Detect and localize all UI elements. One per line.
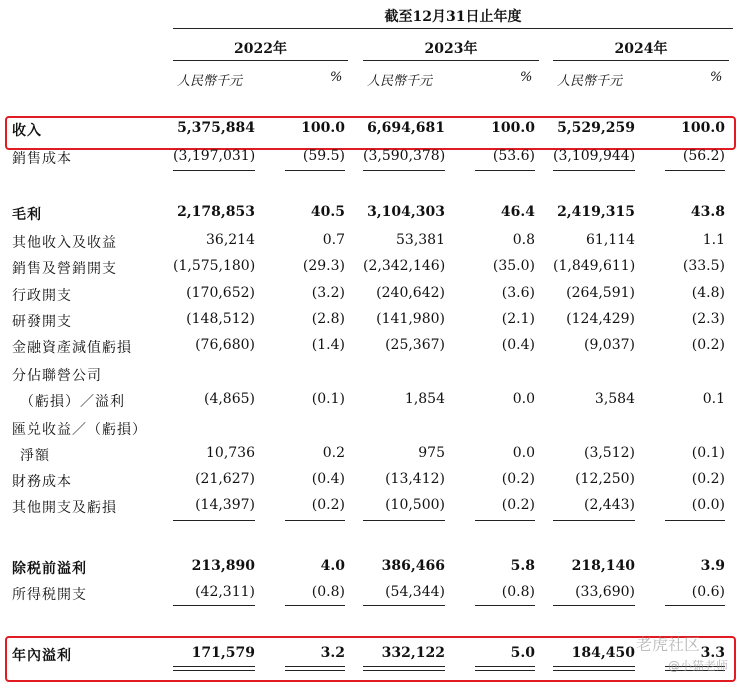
cell-2023-amount: 6,694,681	[367, 120, 445, 136]
unit-label-2023: 人民幣千元	[367, 74, 433, 89]
cell-2023-pct: (53.6)	[492, 148, 535, 164]
cell-2022-pct: (0.8)	[311, 584, 345, 600]
row-label: 行政開支	[12, 288, 72, 304]
cell-2023-pct: 0.0	[512, 445, 535, 461]
cell-2022-pct: 40.5	[310, 204, 345, 220]
cell-2024-pct: 43.8	[690, 204, 725, 220]
unit-label-2022: 人民幣千元	[177, 74, 243, 89]
row-label: 收入	[12, 123, 42, 139]
cell-2024-amount: 5,529,259	[557, 120, 635, 136]
row-label: 其他開支及虧損	[12, 500, 117, 516]
cell-2023-amount: 3,104,303	[367, 204, 445, 220]
cell-2024-amount: 184,450	[571, 645, 635, 661]
cell-2022-amount: (1,575,180)	[173, 258, 256, 274]
cell-2022-amount: 5,375,884	[177, 120, 255, 136]
cell-2022-pct: (59.5)	[302, 148, 345, 164]
cell-2024-amount: (1,849,611)	[553, 258, 636, 274]
cell-2024-pct: 100.0	[681, 120, 725, 136]
cell-2024-amount: 3,584	[594, 391, 635, 407]
cell-2023-pct: (0.2)	[501, 471, 535, 487]
cell-2024-amount: (3,109,944)	[553, 148, 636, 164]
cell-2022-amount: (14,397)	[195, 497, 255, 513]
pct-label-2024: %	[710, 70, 723, 85]
cell-2022-pct: 100.0	[301, 120, 345, 136]
pct-label-2022: %	[330, 70, 343, 85]
year-header-2024: 2024年	[614, 41, 668, 57]
cell-2022-pct: 4.0	[320, 558, 345, 574]
subtotal-rule	[173, 605, 255, 606]
row-label: （虧損）／溢利	[20, 394, 125, 410]
cell-2024-pct: (33.5)	[682, 258, 725, 274]
cell-2023-amount: 975	[418, 445, 445, 461]
subtotal-rule	[475, 520, 535, 521]
subtotal-rule	[475, 170, 535, 171]
cell-2022-amount: (76,680)	[195, 337, 255, 353]
cell-2023-pct: (2.1)	[501, 311, 535, 327]
cell-2023-pct: (0.8)	[501, 584, 535, 600]
subtotal-rule	[285, 520, 345, 521]
row-label: 匯兑收益／（虧損）	[12, 422, 147, 438]
subtotal-rule	[553, 170, 635, 171]
row-label: 銷售成本	[12, 151, 72, 167]
cell-2024-amount: (12,250)	[575, 471, 635, 487]
year-rule-2022	[173, 60, 348, 61]
total-double-rule	[173, 666, 255, 671]
pct-label-2023: %	[520, 70, 533, 85]
subtotal-rule	[285, 170, 345, 171]
subtotal-rule	[665, 605, 725, 606]
cell-2023-pct: (3.6)	[501, 285, 535, 301]
cell-2023-amount: 386,466	[381, 558, 445, 574]
row-label: 其他收入及收益	[12, 235, 117, 251]
cell-2023-pct: 5.8	[510, 558, 535, 574]
cell-2024-amount: (33,690)	[575, 584, 635, 600]
cell-2022-amount: (21,627)	[195, 471, 255, 487]
cell-2022-pct: (0.2)	[311, 497, 345, 513]
subtotal-rule	[363, 605, 445, 606]
cell-2023-amount: (240,642)	[376, 285, 445, 301]
row-label: 所得税開支	[12, 587, 87, 603]
total-double-rule	[475, 666, 535, 671]
cell-2024-amount: 218,140	[571, 558, 635, 574]
cell-2023-amount: (13,412)	[385, 471, 445, 487]
cell-2023-pct: 0.8	[512, 232, 535, 248]
cell-2024-pct: (0.2)	[691, 471, 725, 487]
cell-2022-pct: (29.3)	[302, 258, 345, 274]
cell-2024-pct: (56.2)	[682, 148, 725, 164]
cell-2024-pct: (0.0)	[691, 497, 725, 513]
cell-2023-pct: (35.0)	[492, 258, 535, 274]
cell-2022-amount: 171,579	[191, 645, 255, 661]
cell-2022-amount: (170,652)	[186, 285, 255, 301]
total-double-rule	[553, 666, 635, 671]
cell-2023-pct: 100.0	[491, 120, 535, 136]
cell-2022-amount: 2,178,853	[177, 204, 255, 220]
subtotal-rule	[173, 520, 255, 521]
cell-2023-pct: (0.2)	[501, 497, 535, 513]
cell-2022-amount: 213,890	[191, 558, 255, 574]
cell-2024-amount: (2,443)	[583, 497, 635, 513]
cell-2023-pct: 46.4	[500, 204, 535, 220]
cell-2022-pct: (0.1)	[311, 391, 345, 407]
year-header-2023: 2023年	[424, 41, 478, 57]
cell-2022-pct: (3.2)	[311, 285, 345, 301]
cell-2022-amount: (42,311)	[195, 584, 255, 600]
cell-2022-pct: (0.4)	[311, 471, 345, 487]
subtotal-rule	[173, 170, 255, 171]
cell-2024-pct: 3.9	[700, 558, 725, 574]
unit-label-2024: 人民幣千元	[557, 74, 623, 89]
cell-2024-amount: 61,114	[586, 232, 635, 248]
period-title: 截至12月31日止年度	[384, 9, 522, 25]
row-label: 金融資產減值虧損	[12, 340, 132, 356]
row-label: 淨額	[20, 448, 50, 464]
year-rule-2024	[553, 60, 729, 61]
cell-2023-amount: (54,344)	[385, 584, 445, 600]
cell-2022-amount: 10,736	[206, 445, 255, 461]
watermark-text: 老虎社区	[636, 635, 701, 654]
cell-2024-amount: (9,037)	[583, 337, 635, 353]
cell-2022-amount: 36,214	[206, 232, 255, 248]
cell-2022-pct: 0.7	[322, 232, 345, 248]
cell-2024-pct: 3.3	[700, 645, 725, 661]
cell-2023-pct: 0.0	[512, 391, 535, 407]
subtotal-rule	[475, 605, 535, 606]
total-double-rule	[285, 666, 345, 671]
cell-2024-pct: 0.1	[702, 391, 725, 407]
subtotal-rule	[553, 520, 635, 521]
cell-2023-amount: (141,980)	[376, 311, 445, 327]
cell-2023-pct: (0.4)	[501, 337, 535, 353]
cell-2024-amount: (3,512)	[583, 445, 635, 461]
cell-2024-pct: 1.1	[702, 232, 725, 248]
cell-2023-amount: (10,500)	[385, 497, 445, 513]
cell-2022-pct: (1.4)	[311, 337, 345, 353]
cell-2022-amount: (3,197,031)	[173, 148, 256, 164]
total-double-rule	[363, 666, 445, 671]
cell-2022-amount: (4,865)	[203, 391, 255, 407]
cell-2024-amount: (124,429)	[566, 311, 635, 327]
cell-2022-pct: (2.8)	[311, 311, 345, 327]
subtotal-rule	[553, 605, 635, 606]
cell-2023-amount: 332,122	[381, 645, 445, 661]
row-label: 毛利	[12, 207, 42, 223]
cell-2024-pct: (4.8)	[691, 285, 725, 301]
cell-2023-amount: 1,854	[404, 391, 445, 407]
cell-2023-amount: (2,342,146)	[363, 258, 446, 274]
row-label: 研發開支	[12, 314, 72, 330]
cell-2024-pct: (0.1)	[691, 445, 725, 461]
subtotal-rule	[363, 520, 445, 521]
row-label: 銷售及營銷開支	[12, 261, 117, 277]
cell-2024-pct: (2.3)	[691, 311, 725, 327]
watermark-handle: @小猫老师	[668, 659, 729, 673]
cell-2024-amount: 2,419,315	[557, 204, 635, 220]
year-rule-2023	[363, 60, 539, 61]
subtotal-rule	[285, 605, 345, 606]
cell-2024-pct: (0.2)	[691, 337, 725, 353]
row-label: 財務成本	[12, 474, 72, 490]
year-header-2022: 2022年	[234, 41, 287, 57]
subtotal-rule	[665, 520, 725, 521]
cell-2023-amount: (3,590,378)	[363, 148, 446, 164]
cell-2022-amount: (148,512)	[186, 311, 255, 327]
row-label: 除税前溢利	[12, 561, 87, 577]
row-label: 年內溢利	[12, 648, 72, 664]
cell-2024-pct: (0.6)	[691, 584, 725, 600]
subtotal-rule	[363, 170, 445, 171]
cell-2023-amount: (25,367)	[385, 337, 445, 353]
row-label: 分佔聯營公司	[12, 368, 102, 384]
cell-2022-pct: 3.2	[320, 645, 345, 661]
subtotal-rule	[665, 170, 725, 171]
cell-2022-pct: 0.2	[322, 445, 345, 461]
header-rule	[173, 28, 733, 29]
cell-2023-amount: 53,381	[396, 232, 445, 248]
cell-2023-pct: 5.0	[510, 645, 535, 661]
cell-2024-amount: (264,591)	[566, 285, 635, 301]
